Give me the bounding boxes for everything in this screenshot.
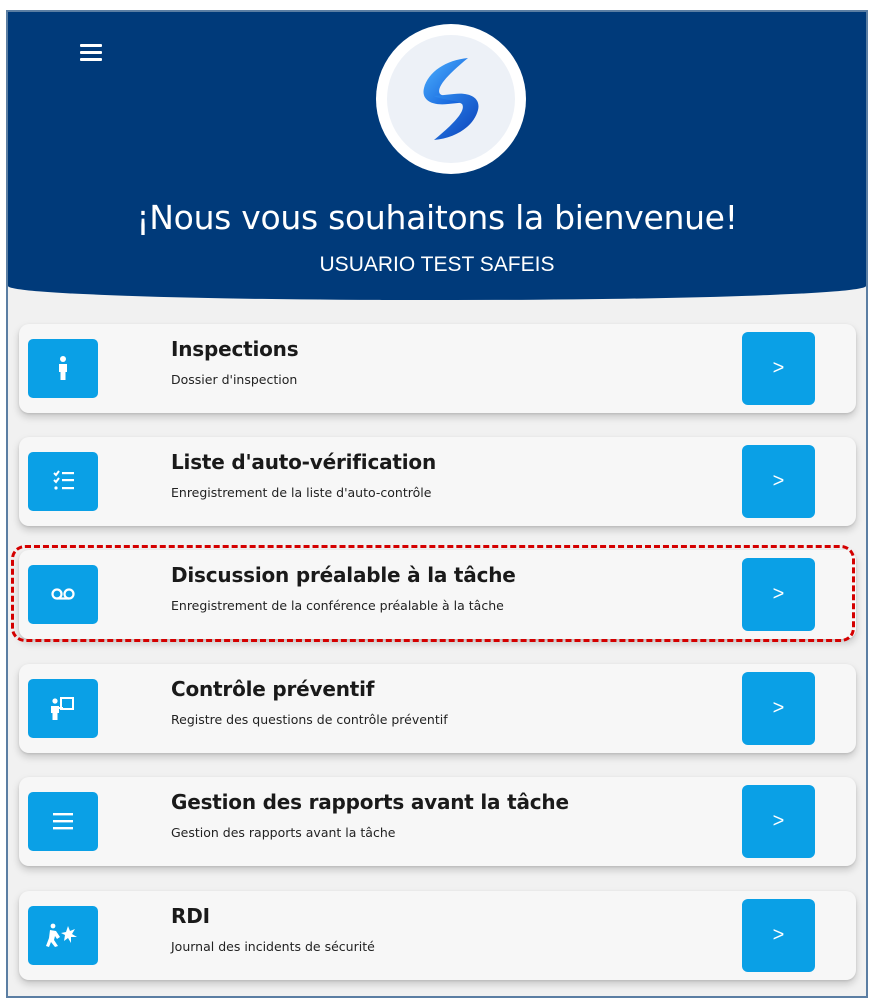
card-subtitle: Journal des incidents de sécurité bbox=[171, 939, 375, 954]
card-title: Contrôle préventif bbox=[171, 677, 375, 701]
module-list bbox=[8, 12, 866, 996]
card-icon-button[interactable] bbox=[28, 792, 98, 851]
card-title: Gestion des rapports avant la tâche bbox=[171, 790, 569, 814]
voicemail-icon bbox=[28, 565, 98, 624]
card-subtitle: Gestion des rapports avant la tâche bbox=[171, 825, 396, 840]
card-icon-button[interactable] bbox=[28, 339, 98, 398]
card-title: Liste d'auto-vérification bbox=[171, 450, 436, 474]
card-title: Discussion préalable à la tâche bbox=[171, 563, 516, 587]
card-title: RDI bbox=[171, 904, 210, 928]
open-report-management-button[interactable]: > bbox=[742, 785, 815, 858]
card-subtitle: Enregistrement de la conférence préalable à la tâche bbox=[171, 598, 504, 613]
app-window bbox=[6, 10, 868, 998]
person-impact-icon bbox=[28, 906, 98, 965]
card-subtitle: Dossier d'inspection bbox=[171, 372, 298, 387]
open-inspections-button[interactable]: > bbox=[742, 332, 815, 405]
user-name: USUARIO TEST SAFEIS bbox=[319, 253, 555, 276]
module-card-report-management[interactable] bbox=[19, 777, 856, 866]
open-preventive-control-button[interactable]: > bbox=[742, 672, 815, 745]
module-card-rdi[interactable] bbox=[19, 891, 856, 980]
card-title: Inspections bbox=[171, 337, 299, 361]
menu-lines-icon bbox=[28, 792, 98, 851]
open-checklist-button[interactable]: > bbox=[742, 445, 815, 518]
person-standing-icon bbox=[28, 339, 98, 398]
card-icon-button[interactable] bbox=[28, 679, 98, 738]
open-pre-task-discussion-button[interactable]: > bbox=[742, 558, 815, 631]
module-card-preventive-control[interactable] bbox=[19, 664, 856, 753]
card-icon-button[interactable] bbox=[28, 452, 98, 511]
card-icon-button[interactable] bbox=[28, 565, 98, 624]
module-card-inspections[interactable] bbox=[19, 324, 856, 413]
module-card-checklist[interactable] bbox=[19, 437, 856, 526]
card-icon-button[interactable] bbox=[28, 906, 98, 965]
module-card-pre-task-discussion[interactable] bbox=[19, 550, 856, 639]
card-subtitle: Enregistrement de la liste d'auto-contrôle bbox=[171, 485, 432, 500]
open-rdi-button[interactable]: > bbox=[742, 899, 815, 972]
person-presenting-icon bbox=[28, 679, 98, 738]
welcome-title: ¡Nous vous souhaitons la bienvenue! bbox=[136, 198, 738, 237]
checklist-icon bbox=[28, 452, 98, 511]
card-subtitle: Registre des questions de contrôle préventif bbox=[171, 712, 448, 727]
